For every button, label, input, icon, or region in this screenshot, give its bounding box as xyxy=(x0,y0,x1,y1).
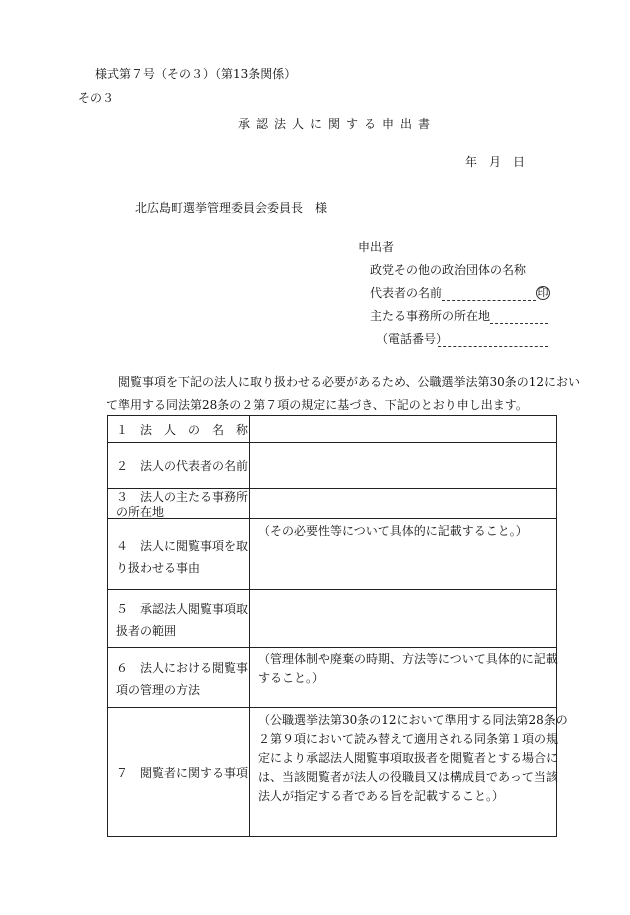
form-sub-number: その３ xyxy=(78,91,115,105)
table-row-viewer-info xyxy=(108,708,568,836)
handler-scope-field[interactable] xyxy=(250,590,556,647)
instruction-note xyxy=(258,522,528,541)
row-label-continued: り扱わせる事由 xyxy=(116,561,201,575)
phone-field[interactable] xyxy=(438,333,548,347)
addressee: 北広島町選挙管理委員会委員長 様 xyxy=(135,201,328,215)
row-label-cell xyxy=(108,648,250,707)
row-label-continued: 項の管理の方法 xyxy=(116,683,201,697)
corporation-name-field[interactable] xyxy=(250,416,556,442)
table-row-management-method xyxy=(108,648,556,708)
row-label-continued: 扱者の範囲 xyxy=(116,624,177,638)
application-table xyxy=(107,415,568,837)
row-label: ５ 承認法人閲覧事項取 xyxy=(116,602,249,616)
note-line: は、当該閲覧者が法人の役職員又は構成員であって当該 xyxy=(258,770,558,784)
row-label: ７ 閲覧者に関する事項 xyxy=(116,766,249,780)
handling-reason-field[interactable] xyxy=(250,519,556,589)
row-label: １ 法 人 の 名 称 xyxy=(116,423,249,437)
row-label-cell xyxy=(108,416,250,442)
table-row-handler-scope xyxy=(108,590,556,648)
table-row-handling-reason xyxy=(108,519,556,590)
row-label-cell xyxy=(108,590,250,647)
seal-mark: 印 xyxy=(537,286,549,299)
row-label: ３ 法人の主たる事務所 xyxy=(116,490,249,504)
intro-line-2: て準用する同法第28条の２第７項の規定に基づき、下記のとおり申し出ます。 xyxy=(106,398,528,412)
intro-line-1: 閲覧事項を下記の法人に取り扱わせる必要があるため、公職選挙法第30条の12におい xyxy=(118,375,581,389)
row-label: ２ 法人の代表者の名前 xyxy=(116,459,249,473)
note-line: （管理体制や廃棄の時期、方法等について具体的に記載 xyxy=(258,652,558,666)
row-label: ４ 法人に閲覧事項を取 xyxy=(116,539,249,553)
note-line: 法人が指定する者である旨を記載すること。） xyxy=(258,789,505,803)
office-address-field[interactable] xyxy=(490,310,548,324)
form-number: 様式第７号（その３）（第13条関係） xyxy=(95,67,297,81)
row-label: ６ 法人における閲覧事 xyxy=(116,661,249,675)
row-label-cell xyxy=(108,519,250,589)
table-row-office-address xyxy=(108,489,556,519)
note-line: すること。） xyxy=(258,671,325,685)
row-label-cell xyxy=(108,708,250,836)
note-line: ２第９項において読み替えて適用される同条第１項の規 xyxy=(258,732,559,746)
note-line: （その必要性等について具体的に記載すること。） xyxy=(258,524,528,538)
document-title: 承認法人に関する申出書 xyxy=(238,117,437,131)
office-address-label: 主たる事務所の所在地 xyxy=(370,309,491,323)
corporation-representative-field[interactable] xyxy=(250,443,556,488)
note-line: 定により承認法人閲覧事項取扱者を閲覧者とする場合に xyxy=(258,751,559,765)
representative-label: 代表者の名前 xyxy=(370,286,443,300)
viewer-info-field[interactable] xyxy=(250,708,568,836)
representative-name-field[interactable] xyxy=(442,287,536,301)
row-label-cell xyxy=(108,489,250,518)
phone-label: （電話番号） xyxy=(376,332,449,346)
applicant-label: 申出者 xyxy=(358,240,395,254)
management-method-field[interactable] xyxy=(250,648,556,707)
date-line: 年 月 日 xyxy=(465,155,526,169)
table-row-corporation-name xyxy=(108,416,556,443)
note-line: （公職選挙法第30条の12において準用する同法第28条の xyxy=(258,713,568,727)
row-label-continued: の所在地 xyxy=(116,505,165,519)
table-row-representative-name xyxy=(108,443,556,489)
instruction-note xyxy=(258,650,558,688)
row-label-cell xyxy=(108,443,250,488)
org-name-label: 政党その他の政治団体の名称 xyxy=(370,263,527,277)
corporation-office-field[interactable] xyxy=(250,489,556,518)
instruction-note xyxy=(258,711,568,806)
